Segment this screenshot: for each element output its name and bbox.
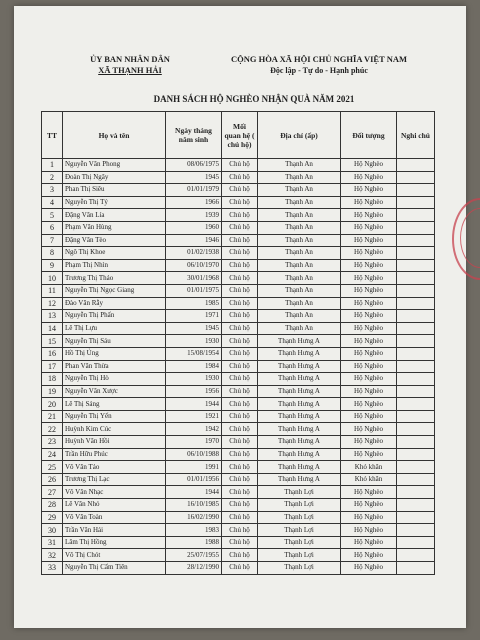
row-number-cell: 26 — [42, 473, 63, 486]
birth-date-cell: 16/02/1990 — [166, 511, 222, 524]
household-name-cell: Huỳnh Kim Cúc — [63, 423, 166, 436]
note-cell — [397, 499, 435, 512]
category-cell: Hộ Nghèo — [341, 486, 397, 499]
row-number-cell: 13 — [42, 310, 63, 323]
address-cell: Thạnh Hưng A — [258, 473, 341, 486]
address-cell: Thạnh Hưng A — [258, 448, 341, 461]
relation-cell: Chủ hộ — [222, 297, 258, 310]
address-cell: Thạnh Hưng A — [258, 373, 341, 386]
relation-cell: Chủ hộ — [222, 448, 258, 461]
row-number-cell: 19 — [42, 385, 63, 398]
table-row — [42, 159, 435, 172]
relation-cell: Chủ hộ — [222, 159, 258, 172]
note-cell — [397, 159, 435, 172]
household-name-cell: Nguyễn Thị Tý — [63, 196, 166, 209]
note-cell — [397, 297, 435, 310]
birth-date-cell: 25/07/1955 — [166, 549, 222, 562]
household-name-cell: Lê Văn Nhỏ — [63, 499, 166, 512]
col-relation-header: Mối quan hệ ( chủ hộ) — [222, 112, 258, 159]
category-cell: Hộ Nghèo — [341, 297, 397, 310]
row-number-cell: 23 — [42, 436, 63, 449]
household-name-cell: Ngô Thị Khoe — [63, 247, 166, 260]
birth-date-cell: 1921 — [166, 410, 222, 423]
note-cell — [397, 310, 435, 323]
category-cell: Khó khăn — [341, 473, 397, 486]
category-cell: Hộ Nghèo — [341, 335, 397, 348]
row-number-cell: 5 — [42, 209, 63, 222]
relation-cell: Chủ hộ — [222, 436, 258, 449]
row-number-cell: 29 — [42, 511, 63, 524]
row-number-cell: 24 — [42, 448, 63, 461]
relation-cell: Chủ hộ — [222, 524, 258, 537]
relation-cell: Chủ hộ — [222, 310, 258, 323]
note-cell — [397, 184, 435, 197]
col-address-header: Địa chỉ (ấp) — [258, 112, 341, 159]
address-cell: Thạnh An — [258, 310, 341, 323]
row-number-cell: 2 — [42, 171, 63, 184]
birth-date-cell: 1930 — [166, 335, 222, 348]
category-cell: Hộ Nghèo — [341, 259, 397, 272]
relation-cell: Chủ hộ — [222, 234, 258, 247]
table-row — [42, 373, 435, 386]
birth-date-cell: 1942 — [166, 423, 222, 436]
birth-date-cell: 1983 — [166, 524, 222, 537]
household-name-cell: Nguyễn Thị Sáu — [63, 335, 166, 348]
category-cell: Hộ Nghèo — [341, 373, 397, 386]
row-number-cell: 4 — [42, 196, 63, 209]
relation-cell: Chủ hộ — [222, 373, 258, 386]
table-row — [42, 410, 435, 423]
relation-cell: Chủ hộ — [222, 499, 258, 512]
note-cell — [397, 284, 435, 297]
category-cell: Hộ Nghèo — [341, 196, 397, 209]
category-cell: Khó khăn — [341, 461, 397, 474]
relation-cell: Chủ hộ — [222, 473, 258, 486]
address-cell: Thạnh Hưng A — [258, 360, 341, 373]
relation-cell: Chủ hộ — [222, 196, 258, 209]
address-cell: Thạnh An — [258, 221, 341, 234]
relation-cell: Chủ hộ — [222, 335, 258, 348]
birth-date-cell: 1960 — [166, 221, 222, 234]
relation-cell: Chủ hộ — [222, 171, 258, 184]
category-cell: Hộ Nghèo — [341, 159, 397, 172]
note-cell — [397, 549, 435, 562]
address-cell: Thạnh An — [258, 247, 341, 260]
national-motto: Độc lập - Tự do - Hạnh phúc — [270, 66, 368, 75]
table-row — [42, 423, 435, 436]
table-row — [42, 562, 435, 575]
address-cell: Thạnh Lợi — [258, 524, 341, 537]
birth-date-cell: 1991 — [166, 461, 222, 474]
relation-cell: Chủ hộ — [222, 284, 258, 297]
category-cell: Hộ Nghèo — [341, 436, 397, 449]
table-row — [42, 171, 435, 184]
address-cell: Thạnh Lợi — [258, 499, 341, 512]
household-name-cell: Nguyễn Thị Phấn — [63, 310, 166, 323]
category-cell: Hộ Nghèo — [341, 511, 397, 524]
table-row — [42, 247, 435, 260]
note-cell — [397, 436, 435, 449]
household-name-cell: Trương Thị Lạc — [63, 473, 166, 486]
category-cell: Hộ Nghèo — [341, 549, 397, 562]
category-cell: Hộ Nghèo — [341, 234, 397, 247]
category-cell: Hộ Nghèo — [341, 410, 397, 423]
row-number-cell: 31 — [42, 536, 63, 549]
address-cell: Thạnh Lợi — [258, 549, 341, 562]
row-number-cell: 18 — [42, 373, 63, 386]
table-row — [42, 335, 435, 348]
note-cell — [397, 347, 435, 360]
table-row — [42, 347, 435, 360]
issuer-line-1: ỦY BAN NHÂN DÂN — [90, 54, 170, 64]
relation-cell: Chủ hộ — [222, 209, 258, 222]
household-name-cell: Nguyễn Văn Xược — [63, 385, 166, 398]
address-cell: Thạnh An — [258, 159, 341, 172]
row-number-cell: 22 — [42, 423, 63, 436]
relation-cell: Chủ hộ — [222, 549, 258, 562]
category-cell: Hộ Nghèo — [341, 385, 397, 398]
household-name-cell: Võ Văn Tảo — [63, 461, 166, 474]
birth-date-cell: 1945 — [166, 322, 222, 335]
relation-cell: Chủ hộ — [222, 536, 258, 549]
table-row — [42, 209, 435, 222]
birth-date-cell: 1930 — [166, 373, 222, 386]
household-name-cell: Nguyễn Thị Hò — [63, 373, 166, 386]
household-name-cell: Hồ Thị Ủng — [63, 347, 166, 360]
birth-date-cell: 1984 — [166, 360, 222, 373]
household-name-cell: Võ Thị Chót — [63, 549, 166, 562]
relation-cell: Chủ hộ — [222, 347, 258, 360]
note-cell — [397, 562, 435, 575]
category-cell: Hộ Nghèo — [341, 247, 397, 260]
row-number-cell: 32 — [42, 549, 63, 562]
row-number-cell: 10 — [42, 272, 63, 285]
birth-date-cell: 1945 — [166, 171, 222, 184]
relation-cell: Chủ hộ — [222, 322, 258, 335]
table-row — [42, 360, 435, 373]
birth-date-cell: 06/10/1988 — [166, 448, 222, 461]
note-cell — [397, 272, 435, 285]
row-number-cell: 27 — [42, 486, 63, 499]
note-cell — [397, 524, 435, 537]
table-row — [42, 221, 435, 234]
table-row — [42, 385, 435, 398]
birth-date-cell: 1985 — [166, 297, 222, 310]
table-row — [42, 310, 435, 323]
row-number-cell: 14 — [42, 322, 63, 335]
address-cell: Thạnh Hưng A — [258, 398, 341, 411]
table-row — [42, 461, 435, 474]
birth-date-cell: 30/01/1968 — [166, 272, 222, 285]
issuer-line-2: XÃ THẠNH HẢI — [98, 65, 162, 75]
table-row — [42, 322, 435, 335]
category-cell: Hộ Nghèo — [341, 310, 397, 323]
document-title: DANH SÁCH HỘ NGHÈO NHẬN QUÀ NĂM 2021 — [153, 94, 355, 104]
birth-date-cell: 01/02/1938 — [166, 247, 222, 260]
note-cell — [397, 511, 435, 524]
household-name-cell: Trần Hữu Phúc — [63, 448, 166, 461]
row-number-cell: 7 — [42, 234, 63, 247]
address-cell: Thạnh Hưng A — [258, 436, 341, 449]
table-row — [42, 398, 435, 411]
table-row — [42, 486, 435, 499]
note-cell — [397, 209, 435, 222]
table-row — [42, 297, 435, 310]
address-cell: Thạnh An — [258, 284, 341, 297]
row-number-cell: 21 — [42, 410, 63, 423]
col-name-header: Họ và tên — [63, 112, 166, 159]
row-number-cell: 15 — [42, 335, 63, 348]
col-tt-header: TT — [42, 112, 63, 159]
household-name-cell: Đào Văn Rẫy — [63, 297, 166, 310]
category-cell: Hộ Nghèo — [341, 423, 397, 436]
household-name-cell: Nguyễn Thị Yến — [63, 410, 166, 423]
row-number-cell: 12 — [42, 297, 63, 310]
table-row — [42, 511, 435, 524]
row-number-cell: 11 — [42, 284, 63, 297]
category-cell: Hộ Nghèo — [341, 322, 397, 335]
col-dob-header: Ngày tháng năm sinh — [166, 112, 222, 159]
household-name-cell: Phạm Văn Hùng — [63, 221, 166, 234]
category-cell: Hộ Nghèo — [341, 536, 397, 549]
birth-date-cell: 15/08/1954 — [166, 347, 222, 360]
relation-cell: Chủ hộ — [222, 385, 258, 398]
table-row — [42, 196, 435, 209]
household-name-cell: Lâm Thị Hồng — [63, 536, 166, 549]
birth-date-cell: 16/10/1985 — [166, 499, 222, 512]
table-row — [42, 536, 435, 549]
note-cell — [397, 196, 435, 209]
note-cell — [397, 247, 435, 260]
row-number-cell: 25 — [42, 461, 63, 474]
relation-cell: Chủ hộ — [222, 461, 258, 474]
relation-cell: Chủ hộ — [222, 410, 258, 423]
row-number-cell: 3 — [42, 184, 63, 197]
household-name-cell: Đặng Văn Tèo — [63, 234, 166, 247]
household-name-cell: Nguyễn Văn Phong — [63, 159, 166, 172]
issuer-header — [60, 54, 200, 76]
note-cell — [397, 171, 435, 184]
birth-date-cell: 01/01/1956 — [166, 473, 222, 486]
row-number-cell: 16 — [42, 347, 63, 360]
address-cell: Thạnh An — [258, 259, 341, 272]
birth-date-cell: 1939 — [166, 209, 222, 222]
note-cell — [397, 486, 435, 499]
relation-cell: Chủ hộ — [222, 259, 258, 272]
note-cell — [397, 398, 435, 411]
relation-cell: Chủ hộ — [222, 360, 258, 373]
row-number-cell: 17 — [42, 360, 63, 373]
birth-date-cell: 28/12/1990 — [166, 562, 222, 575]
relation-cell: Chủ hộ — [222, 398, 258, 411]
category-cell: Hộ Nghèo — [341, 221, 397, 234]
household-name-cell: Lê Thị Sáng — [63, 398, 166, 411]
note-cell — [397, 448, 435, 461]
category-cell: Hộ Nghèo — [341, 171, 397, 184]
note-cell — [397, 385, 435, 398]
address-cell: Thạnh An — [258, 196, 341, 209]
relation-cell: Chủ hộ — [222, 423, 258, 436]
birth-date-cell: 08/06/1975 — [166, 159, 222, 172]
category-cell: Hộ Nghèo — [341, 272, 397, 285]
address-cell: Thạnh An — [258, 272, 341, 285]
table-row — [42, 284, 435, 297]
table-row — [42, 499, 435, 512]
category-cell: Hộ Nghèo — [341, 562, 397, 575]
address-cell: Thạnh An — [258, 322, 341, 335]
relation-cell: Chủ hộ — [222, 486, 258, 499]
relation-cell: Chủ hộ — [222, 562, 258, 575]
category-cell: Hộ Nghèo — [341, 284, 397, 297]
address-cell: Thạnh An — [258, 297, 341, 310]
category-cell: Hộ Nghèo — [341, 448, 397, 461]
row-number-cell: 6 — [42, 221, 63, 234]
note-cell — [397, 259, 435, 272]
birth-date-cell: 1944 — [166, 486, 222, 499]
table-header-row — [42, 112, 435, 159]
address-cell: Thạnh An — [258, 209, 341, 222]
category-cell: Hộ Nghèo — [341, 524, 397, 537]
birth-date-cell: 1946 — [166, 234, 222, 247]
note-cell — [397, 335, 435, 348]
category-cell: Hộ Nghèo — [341, 347, 397, 360]
note-cell — [397, 234, 435, 247]
col-note-header: Nghi chú — [397, 112, 435, 159]
household-table — [41, 111, 435, 575]
household-name-cell: Phạm Thị Nhìn — [63, 259, 166, 272]
table-row — [42, 524, 435, 537]
birth-date-cell: 1966 — [166, 196, 222, 209]
note-cell — [397, 322, 435, 335]
address-cell: Thạnh An — [258, 234, 341, 247]
household-name-cell: Nguyễn Thị Ngọc Giang — [63, 284, 166, 297]
birth-date-cell: 1970 — [166, 436, 222, 449]
birth-date-cell: 1944 — [166, 398, 222, 411]
address-cell: Thạnh Hưng A — [258, 385, 341, 398]
household-name-cell: Đặng Văn Lía — [63, 209, 166, 222]
household-name-cell: Huỳnh Văn Hồi — [63, 436, 166, 449]
address-cell: Thạnh An — [258, 184, 341, 197]
category-cell: Hộ Nghèo — [341, 209, 397, 222]
category-cell: Hộ Nghèo — [341, 360, 397, 373]
household-name-cell: Phan Thị Siêu — [63, 184, 166, 197]
row-number-cell: 30 — [42, 524, 63, 537]
note-cell — [397, 410, 435, 423]
household-name-cell: Trần Văn Hải — [63, 524, 166, 537]
birth-date-cell: 1956 — [166, 385, 222, 398]
row-number-cell: 1 — [42, 159, 63, 172]
note-cell — [397, 461, 435, 474]
row-number-cell: 20 — [42, 398, 63, 411]
relation-cell: Chủ hộ — [222, 184, 258, 197]
birth-date-cell: 1971 — [166, 310, 222, 323]
birth-date-cell: 06/10/1970 — [166, 259, 222, 272]
address-cell: Thạnh Hưng A — [258, 423, 341, 436]
address-cell: Thạnh Lợi — [258, 511, 341, 524]
address-cell: Thạnh An — [258, 171, 341, 184]
row-number-cell: 33 — [42, 562, 63, 575]
relation-cell: Chủ hộ — [222, 247, 258, 260]
row-number-cell: 9 — [42, 259, 63, 272]
address-cell: Thạnh Hưng A — [258, 347, 341, 360]
table-row — [42, 184, 435, 197]
address-cell: Thạnh Hưng A — [258, 335, 341, 348]
note-cell — [397, 221, 435, 234]
relation-cell: Chủ hộ — [222, 221, 258, 234]
row-number-cell: 28 — [42, 499, 63, 512]
category-cell: Hộ Nghèo — [341, 499, 397, 512]
category-cell: Hộ Nghèo — [341, 398, 397, 411]
address-cell: Thạnh Lợi — [258, 486, 341, 499]
household-name-cell: Võ Văn Nhạc — [63, 486, 166, 499]
note-cell — [397, 360, 435, 373]
row-number-cell: 8 — [42, 247, 63, 260]
address-cell: Thạnh Hưng A — [258, 461, 341, 474]
note-cell — [397, 373, 435, 386]
table-row — [42, 259, 435, 272]
national-header — [199, 54, 439, 76]
table-row — [42, 448, 435, 461]
table-row — [42, 436, 435, 449]
household-name-cell: Đoàn Thị Ngây — [63, 171, 166, 184]
relation-cell: Chủ hộ — [222, 272, 258, 285]
address-cell: Thạnh Hưng A — [258, 410, 341, 423]
address-cell: Thạnh Lợi — [258, 562, 341, 575]
table-row — [42, 272, 435, 285]
national-line-1: CỘNG HÒA XÃ HỘI CHỦ NGHĨA VIỆT NAM — [230, 54, 408, 64]
table-row — [42, 234, 435, 247]
col-category-header: Đối tượng — [341, 112, 397, 159]
table-row — [42, 549, 435, 562]
birth-date-cell: 1988 — [166, 536, 222, 549]
birth-date-cell: 01/01/1975 — [166, 284, 222, 297]
household-name-cell: Trương Thị Thảo — [63, 272, 166, 285]
household-name-cell: Võ Văn Toàn — [63, 511, 166, 524]
relation-cell: Chủ hộ — [222, 511, 258, 524]
note-cell — [397, 423, 435, 436]
table-row — [42, 473, 435, 486]
birth-date-cell: 01/01/1979 — [166, 184, 222, 197]
note-cell — [397, 473, 435, 486]
household-name-cell: Phan Văn Thừa — [63, 360, 166, 373]
category-cell: Hộ Nghèo — [341, 184, 397, 197]
household-name-cell: Lê Thị Lựu — [63, 322, 166, 335]
note-cell — [397, 536, 435, 549]
address-cell: Thạnh Lợi — [258, 536, 341, 549]
household-name-cell: Nguyễn Thị Cẩm Tiên — [63, 562, 166, 575]
